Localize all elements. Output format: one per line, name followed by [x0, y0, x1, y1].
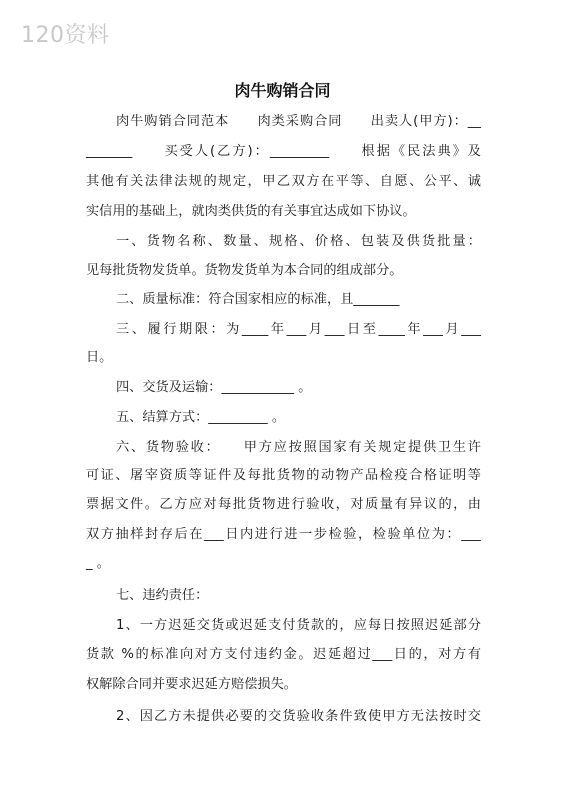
paragraph-line-1: 肉牛购销合同范本 肉类采购合同 出卖人(甲方)：__ [116, 114, 481, 129]
clause-3-line-2: 日。 [86, 350, 113, 365]
clause-6-line-1: 六、货物验收： 甲方应按照国家有关规定提供卫生许 [116, 440, 481, 455]
page-title: 肉牛购销合同 [234, 81, 331, 100]
clause-7-2-line-1: 2、因乙方未提供必要的交货验收条件致使甲方无法按时交 [116, 709, 481, 724]
clause-6-line-4: 双方抽样封存后在___日内进行进一步检验，检验单位为：___ [86, 527, 481, 542]
clause-3-line-1: 三、履行期限：为____年___月___日至____年___月___ [116, 322, 481, 337]
clause-7-1-line-2: 货款 %的标准向对方支付违约金。迟延超过___日的，对方有 [86, 647, 481, 662]
clause-6-line-2: 可证、屠宰资质等证件及每批货物的动物产品检疫合格证明等 [86, 468, 481, 483]
clause-6-line-5: _ 。 [86, 556, 110, 571]
clause-1-line-1: 一、货物名称、数量、规格、价格、包装及供货批量： [116, 234, 481, 249]
clause-4: 四、交货及运输：___________ 。 [116, 380, 312, 395]
clause-7-1-line-3: 权解除合同并要求迟延方赔偿损失。 [86, 677, 297, 692]
paragraph-line-3: 其他有关法律法规的规定，甲乙双方在平等、自愿、公平、诚 [86, 174, 481, 189]
clause-2: 二、质量标准：符合国家相应的标准，且_______ [116, 292, 400, 307]
paragraph-line-4: 实信用的基础上，就肉类供货的有关事宜达成如下协议。 [86, 204, 416, 219]
clause-7-heading: 七、违约责任： [116, 588, 209, 603]
clause-5: 五、结算方式：_________ 。 [116, 410, 286, 425]
clause-6-line-3: 票据文件。乙方应对每批货物进行验收，对质量有异议的，由 [86, 497, 481, 512]
clause-7-1-line-1: 1、一方迟延交货或迟延支付货款的，应每日按照迟延部分 [116, 618, 481, 633]
paragraph-line-2: _______ 买受人(乙方)：_________ 根据《民法典》及 [86, 144, 481, 159]
clause-1-line-2: 见每批货物发货单。货物发货单为本合同的组成部分。 [86, 263, 403, 278]
watermark: 120资料 [21, 23, 110, 48]
